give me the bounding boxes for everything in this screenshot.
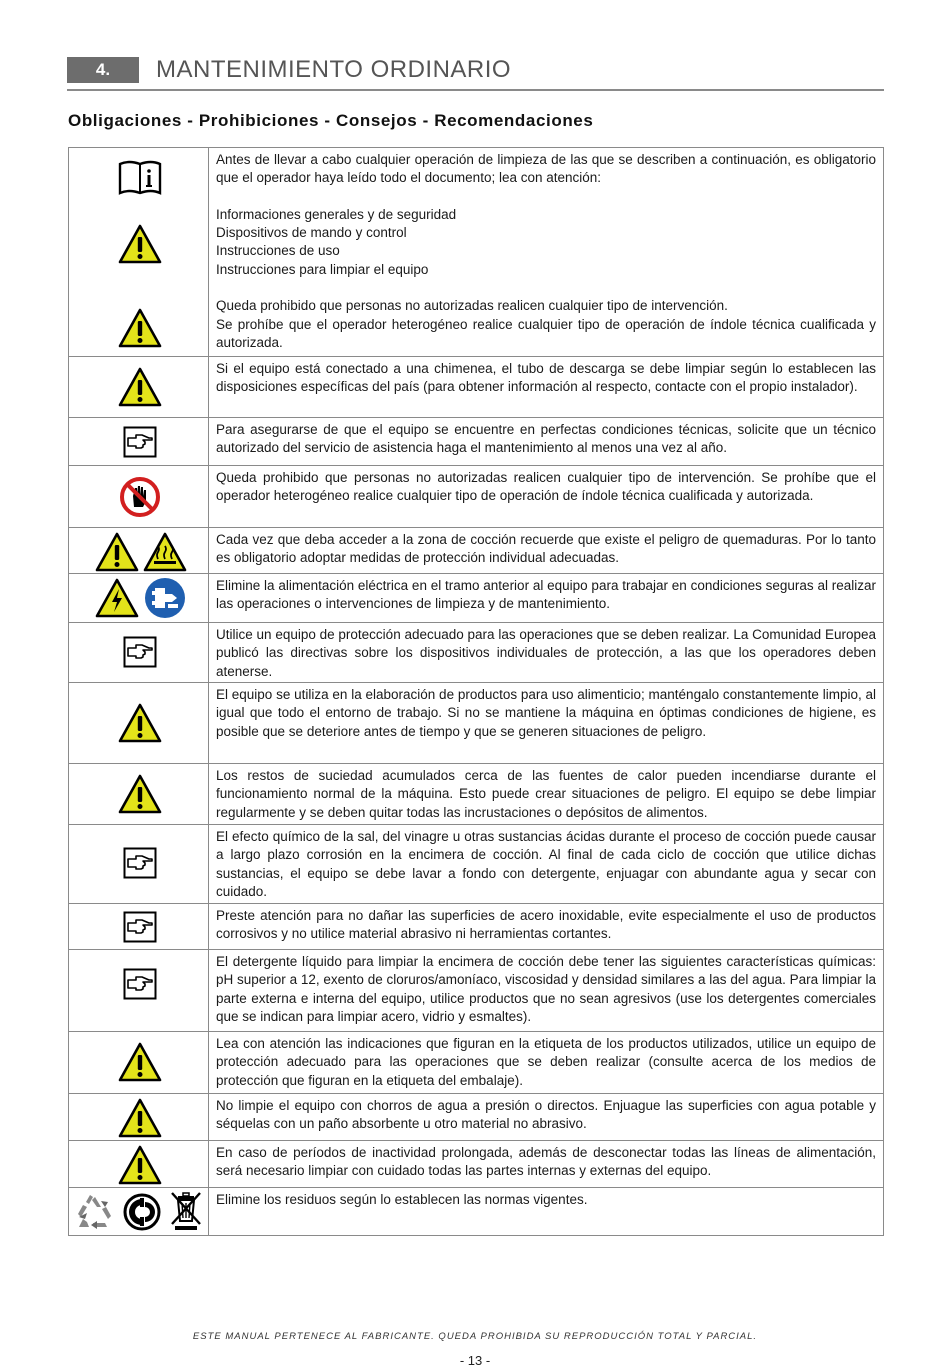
green-dot-icon xyxy=(123,1193,161,1231)
pointing-hand-note-icon xyxy=(123,968,157,1000)
warning-triangle-icon xyxy=(118,224,162,264)
paragraph: En caso de períodos de inactividad prolongada, además de desconectar todas las líneas de alimentación, será necesario limpiar con cuidado todas las partes internas y externas del equipo. xyxy=(216,1145,876,1179)
warning-triangle-icon xyxy=(118,308,162,348)
icon-cell xyxy=(69,574,209,622)
icon-cell xyxy=(69,148,209,356)
paragraph: Queda prohibido que personas no autorizadas realicen cualquier tipo de intervención. Se prohíbe que el operador heterogéneo realice cualquier tipo de operación de índole técnica cualificada y autorizada. xyxy=(216,470,876,504)
instruction-text xyxy=(209,528,883,573)
instruction-text xyxy=(209,574,883,622)
warning-triangle-icon xyxy=(118,703,162,743)
instruction-text xyxy=(209,418,883,465)
table-row xyxy=(69,465,883,527)
pointing-hand-note-icon xyxy=(123,847,157,879)
table-row xyxy=(69,417,883,465)
table-row xyxy=(69,763,883,824)
instruction-text xyxy=(209,764,883,824)
section-header xyxy=(67,53,884,91)
paragraph: Los restos de suciedad acumulados cerca de las fuentes de calor pueden incendiarse durante el funcionamiento normal de la máquina. Esto puede crear situaciones de peligro. El equipo se debe limpiar regularmente y se deben quitar todas las incrustaciones o depósitos de alimentos. xyxy=(216,768,876,820)
icon-cell xyxy=(69,466,209,527)
list-item: Instrucciones de uso xyxy=(216,243,340,259)
paragraph: Cada vez que deba acceder a la zona de cocción recuerde que existe el peligro de quemaduras. Por lo tanto es obligatorio adoptar medidas de protección individual adecuadas. xyxy=(216,532,876,566)
instruction-text xyxy=(209,357,883,417)
table-row xyxy=(69,824,883,903)
instruction-text xyxy=(209,1094,883,1140)
warning-triangle-icon xyxy=(95,532,139,572)
instruction-text xyxy=(209,466,883,527)
instruction-text xyxy=(209,1188,883,1235)
copyright-notice: ESTE MANUAL PERTENECE AL FABRICANTE. QUEDA PROHIBIDA SU REPRODUCCIÓN TOTAL Y PARCIAL. xyxy=(192,1331,758,1342)
table-row xyxy=(69,682,883,763)
icon-cell xyxy=(69,764,209,824)
list-item: Informaciones generales y de seguridad xyxy=(216,206,457,222)
icon-cell xyxy=(69,357,209,417)
instruction-text xyxy=(209,1032,883,1093)
table-row xyxy=(69,356,883,417)
icon-cell xyxy=(69,528,209,573)
instruction-text xyxy=(209,904,883,949)
paragraph: El equipo se utiliza en la elaboración de productos para uso alimenticio; manténgalo constantemente limpio, al igual que todo el entorno de trabajo. Si no se mantiene la máquina en óptimas condiciones de higiene, es posible que se deteriore antes de tiempo y que se generen situaciones de peligro. xyxy=(216,687,876,739)
safety-table xyxy=(68,147,884,1236)
paragraph: Preste atención para no dañar las superficies de acero inoxidable, evite especialmente el uso de productos corrosivos y no utilice material abrasivo ni herramientas cortantes. xyxy=(216,908,876,942)
warning-triangle-icon xyxy=(118,367,162,407)
icon-cell xyxy=(69,1141,209,1187)
icon-cell xyxy=(69,904,209,949)
icon-cell xyxy=(69,950,209,1031)
paragraph: Utilice un equipo de protección adecuado para las operaciones que se deben realizar. La Comunidad Europea publicó las directivas sobre los dispositivos individuales de protección, a las que los operadores deben atenerse. xyxy=(216,627,876,679)
icon-cell xyxy=(69,825,209,903)
page-number: - 13 - xyxy=(459,1353,491,1368)
icon-cell xyxy=(69,683,209,763)
table-row xyxy=(69,148,883,356)
table-row xyxy=(69,622,883,682)
icon-cell xyxy=(69,1188,209,1235)
paragraph: Para asegurarse de que el equipo se encuentre en perfectas condiciones técnicas, solicite que un técnico autorizado del servicio de asistencia haga el mantenimiento al menos una vez al año. xyxy=(216,422,876,456)
hot-surface-warning-icon xyxy=(143,532,187,572)
paragraph: Elimine la alimentación eléctrica en el tramo anterior al equipo para trabajar en condiciones seguras al realizar las operaciones o intervenciones de limpieza y de mantenimiento. xyxy=(216,578,876,612)
paragraph: No limpie el equipo con chorros de agua a presión o directos. Enjuague las superficies con agua potable y séquelas con un paño absorbente u otro material no abrasivo. xyxy=(216,1098,876,1132)
paragraph: Antes de llevar a cabo cualquier operación de limpieza de las que se describen a continuación, es obligatorio que el operador haya leído todo el documento; lea con atención: xyxy=(216,152,876,186)
section-title: MANTENIMIENTO ORDINARIO xyxy=(156,56,512,83)
warning-triangle-icon xyxy=(118,1145,162,1185)
paragraph: El detergente líquido para limpiar la encimera de cocción debe tener las siguientes características químicas: pH superior a 12, exento de cloruros/amoníaco, viscosidad y densidad similares a las del agua. Para limpiar la parte externa e interna del equipo, utilice productos que no sean agresivos (use los detergentes comerciales que se indican para limpiar acero, vidrio y esmaltes). xyxy=(216,954,876,1024)
icon-cell xyxy=(69,623,209,682)
crossed-bin-weee-icon xyxy=(169,1190,203,1232)
table-row xyxy=(69,949,883,1031)
electrical-hazard-icon xyxy=(95,578,139,618)
disconnect-plug-mandatory-icon xyxy=(144,577,186,619)
icon-cell xyxy=(69,1032,209,1093)
table-row xyxy=(69,1093,883,1140)
instruction-text xyxy=(209,1141,883,1187)
table-row xyxy=(69,1140,883,1187)
warning-triangle-icon xyxy=(118,1098,162,1138)
instruction-text xyxy=(209,623,883,682)
recycling-icon xyxy=(75,1193,115,1231)
pointing-hand-note-icon xyxy=(123,426,157,458)
page-subtitle: Obligaciones - Prohibiciones - Consejos - Recomendaciones xyxy=(68,111,594,130)
paragraph: Se prohíbe que el operador heterogéneo realice cualquier tipo de operación de índole técnica cualificada y autorizada. xyxy=(216,316,876,350)
paragraph: Si el equipo está conectado a una chimenea, el tubo de descarga se debe limpiar según lo establecen las disposiciones específicas del país (para obtener información al respecto, contacte con el propio instalador). xyxy=(216,361,876,395)
list-item: Instrucciones para limpiar el equipo xyxy=(216,261,429,277)
warning-triangle-icon xyxy=(118,1042,162,1082)
paragraph: Elimine los residuos según lo establecen las normas vigentes. xyxy=(216,1192,588,1207)
table-row xyxy=(69,1187,883,1235)
instruction-text xyxy=(209,148,883,356)
pointing-hand-note-icon xyxy=(123,636,157,668)
instruction-text xyxy=(209,683,883,763)
table-row xyxy=(69,527,883,573)
list-item: Dispositivos de mando y control xyxy=(216,225,407,241)
paragraph: Lea con atención las indicaciones que figuran en la etiqueta de los productos utilizados, utilice un equipo de protección adecuado para las operaciones que se deben realizar (consulte acerca de los medios de protección que figuran en la etiqueta del embalaje). xyxy=(216,1036,876,1088)
icon-cell xyxy=(69,418,209,465)
instruction-text xyxy=(209,825,883,903)
table-row xyxy=(69,573,883,622)
icon-cell xyxy=(69,1094,209,1140)
warning-triangle-icon xyxy=(118,774,162,814)
table-row xyxy=(69,903,883,949)
section-number: 4. xyxy=(67,57,139,83)
paragraph: Queda prohibido que personas no autorizadas realicen cualquier tipo de intervención. xyxy=(216,298,728,314)
table-row xyxy=(69,1031,883,1093)
pointing-hand-note-icon xyxy=(123,911,157,943)
manual-info-icon xyxy=(118,159,162,195)
no-touch-prohibition-icon xyxy=(119,476,161,518)
paragraph: El efecto químico de la sal, del vinagre u otras sustancias ácidas durante el proceso de cocción puede causar a largo plazo corrosión en la encimera de cocción. Al final de cada ciclo de cocción que utilice dichas sustancias, el equipo se debe lavar a fondo con detergente, enjuagar con abundante agua y secar con cuidado. xyxy=(216,829,876,899)
instruction-text xyxy=(209,950,883,1031)
